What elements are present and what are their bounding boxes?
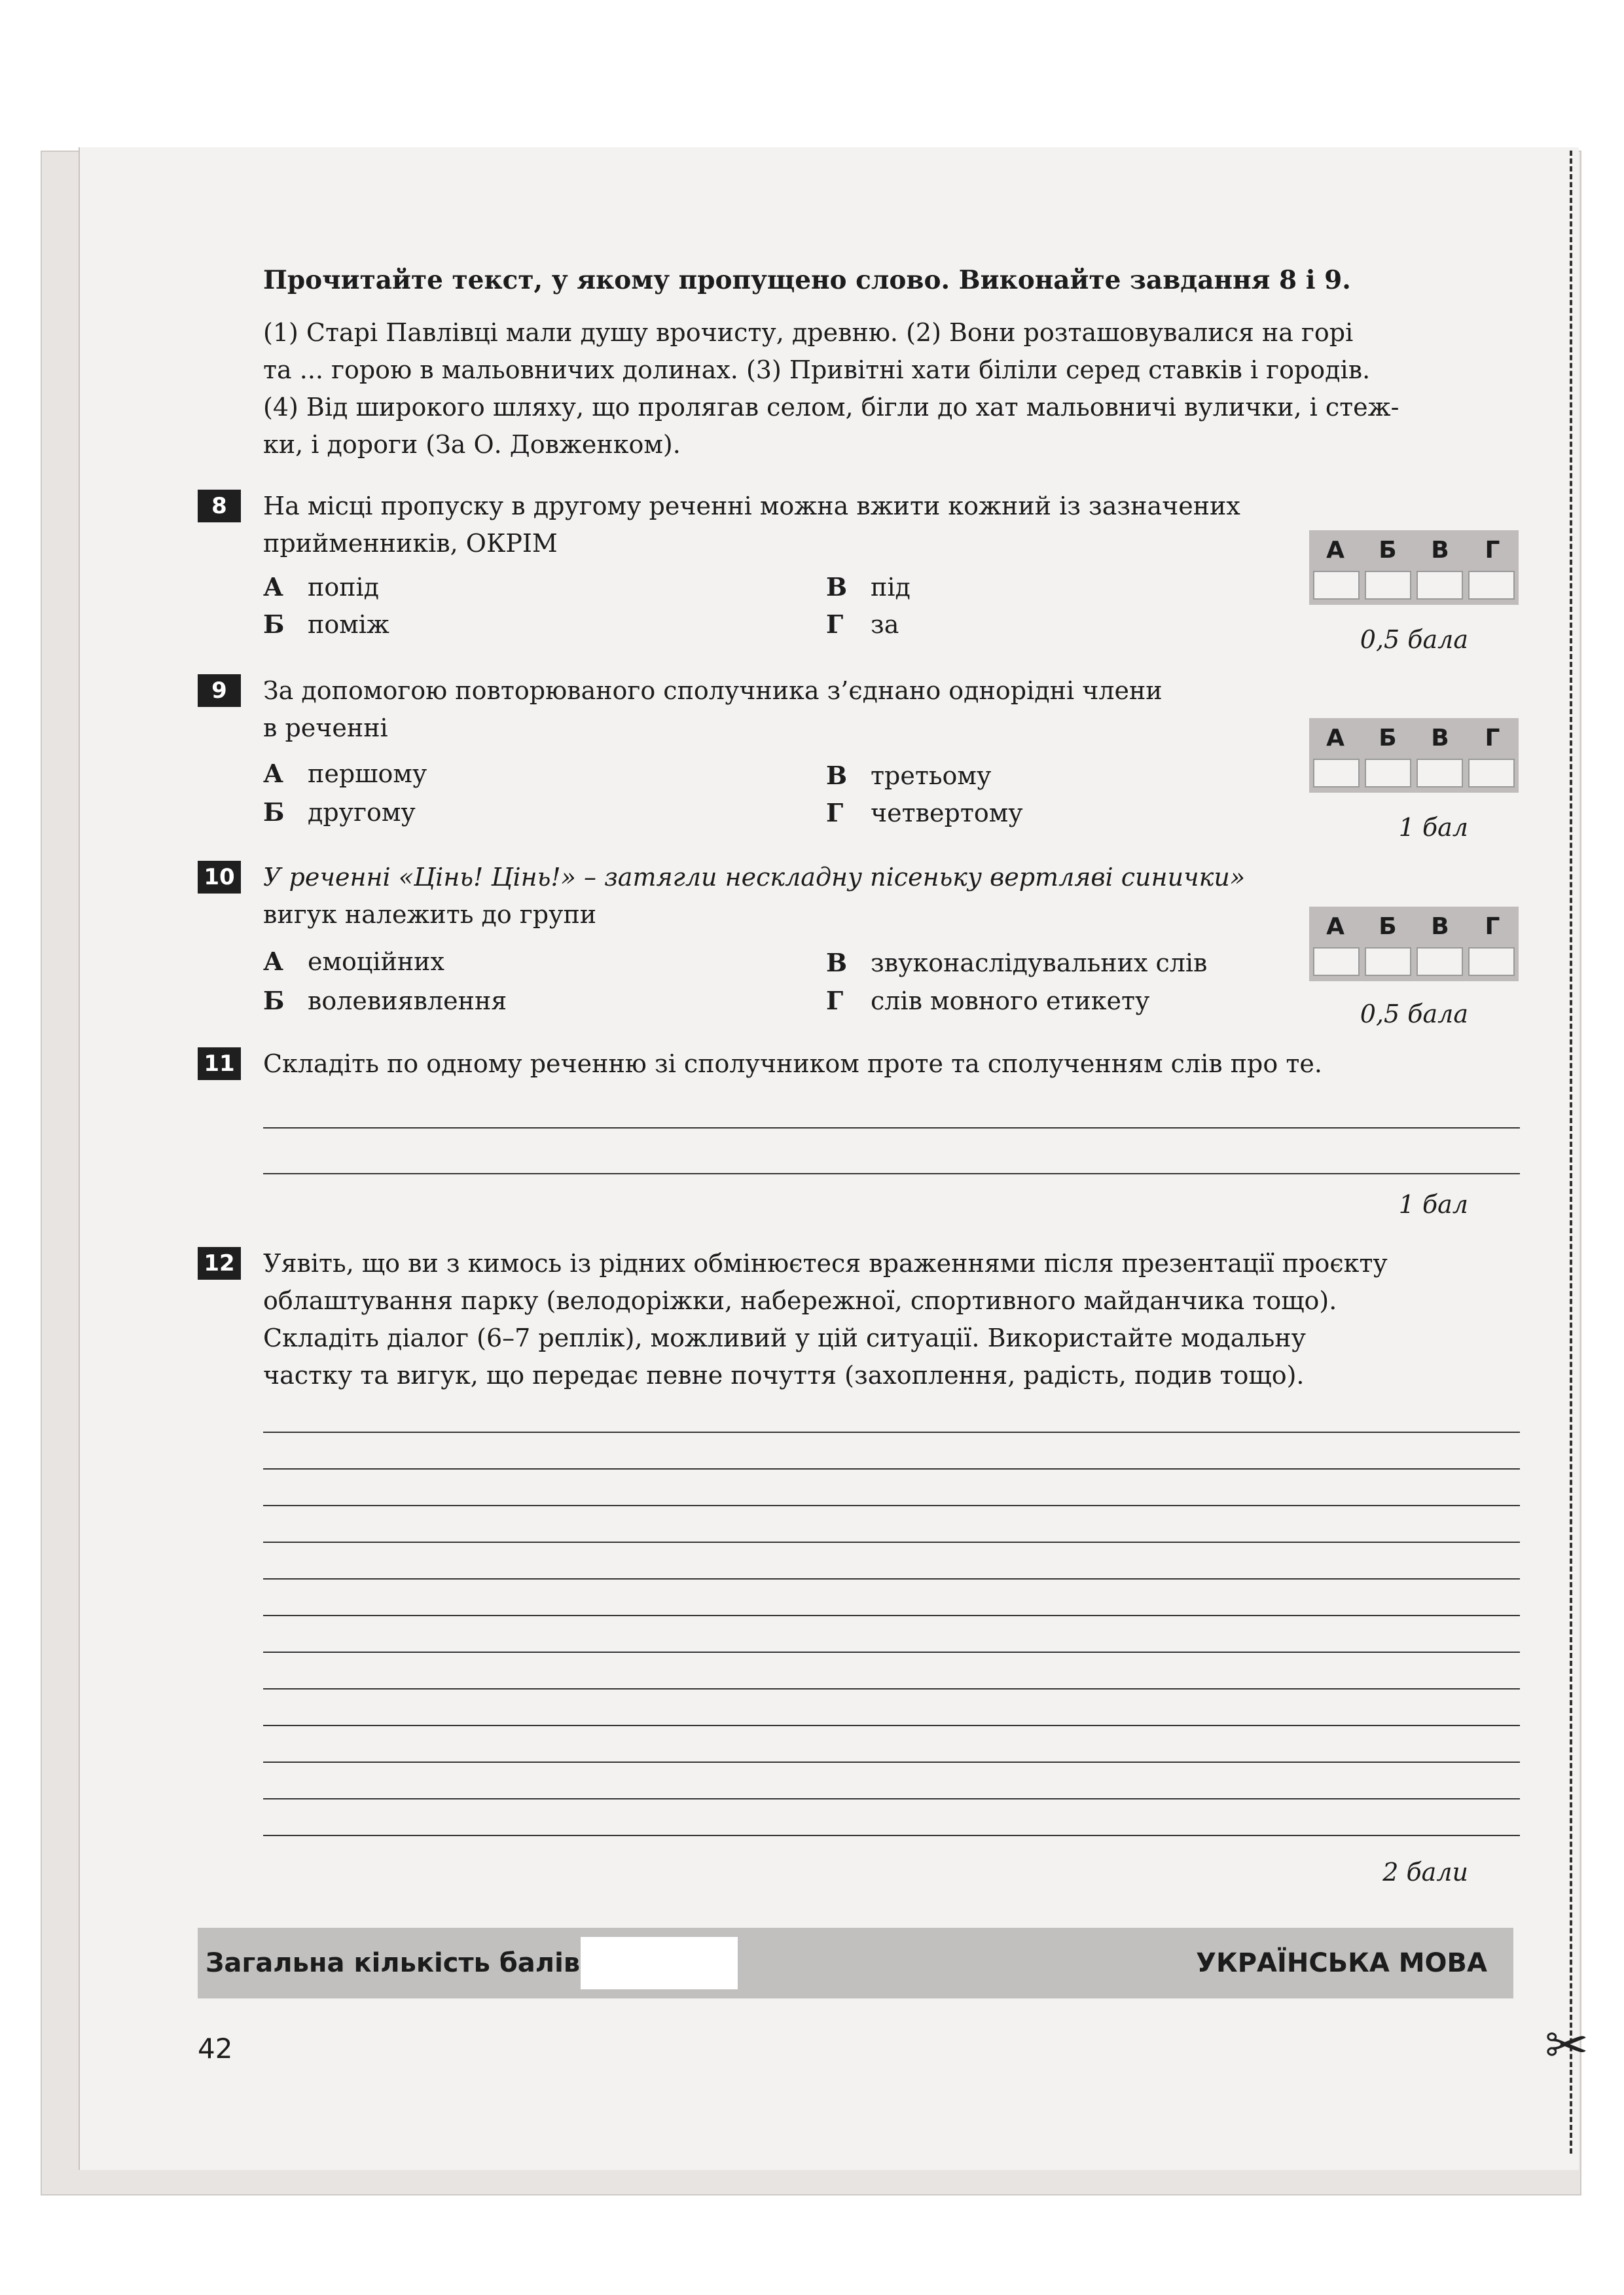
answer-letter: В xyxy=(1431,725,1449,751)
option-text: другому xyxy=(308,798,416,827)
option xyxy=(263,982,507,1020)
passage-line: (1) Старі Павлівці мали душу врочисту, древню. (2) Вони розташовувалися на горі xyxy=(263,318,1354,347)
option-letter: А xyxy=(263,759,283,788)
answer-letter: Г xyxy=(1485,537,1500,564)
option-text: поміж xyxy=(308,610,389,639)
option-letter: Г xyxy=(826,986,844,1015)
answer-line[interactable] xyxy=(263,1798,1520,1799)
question-line: Складіть діалог (6–7 реплік), можливий у цій ситуації. Використайте модальну xyxy=(263,1324,1306,1352)
option xyxy=(826,794,1023,832)
option xyxy=(263,568,379,606)
answer-letter: Б xyxy=(1379,537,1397,564)
subject-label: УКРАЇНСЬКА МОВА xyxy=(1196,1948,1487,1978)
option-letter: Г xyxy=(826,609,844,639)
question-line: облаштування парку (велодоріжки, набережної, спортивного майданчика тощо). xyxy=(263,1286,1337,1315)
question-number: 11 xyxy=(198,1047,241,1080)
answer-box[interactable] xyxy=(1468,759,1515,787)
question-line: вигук належить до групи xyxy=(263,900,597,929)
points-label: 1 бал xyxy=(1398,1190,1468,1219)
option xyxy=(826,605,899,643)
question-text xyxy=(263,1245,1520,1394)
answer-line[interactable] xyxy=(263,1725,1520,1726)
option-text: четвертому xyxy=(871,799,1023,827)
answer-line[interactable] xyxy=(263,1688,1520,1690)
option-letter: В xyxy=(826,761,848,790)
option-text: звуконаслідувальних слів xyxy=(871,949,1208,977)
answer-box[interactable] xyxy=(1365,571,1411,600)
option xyxy=(826,757,991,795)
option-letter: В xyxy=(826,572,848,602)
option-text: під xyxy=(871,573,911,602)
question-text xyxy=(263,488,1324,562)
answer-line[interactable] xyxy=(263,1652,1520,1653)
option xyxy=(826,982,1149,1020)
answer-line[interactable] xyxy=(263,1835,1520,1836)
option-text: третьому xyxy=(871,761,992,790)
option xyxy=(263,943,444,981)
answer-box[interactable] xyxy=(1313,759,1360,787)
answer-grid-header xyxy=(1309,907,1519,947)
cut-line xyxy=(1570,151,1572,2154)
option xyxy=(826,568,911,606)
question-line: У реченні «Цінь! Цінь!» – затягли нескладну пісеньку вертляві синички» xyxy=(263,863,1246,892)
answer-box[interactable] xyxy=(1468,571,1515,600)
option xyxy=(826,944,1207,982)
answer-line[interactable] xyxy=(263,1127,1520,1129)
answer-letter: А xyxy=(1326,537,1344,564)
total-score-box[interactable] xyxy=(581,1937,738,1989)
passage-line: (4) Від широкого шляху, що пролягав селом, бігли до хат мальовничі вулички, і стеж- xyxy=(263,393,1399,422)
question-line: частку та вигук, що передає певне почуття (захоплення, радість, подив тощо). xyxy=(263,1361,1305,1390)
question-number: 10 xyxy=(198,861,241,894)
answer-line[interactable] xyxy=(263,1432,1520,1433)
answer-letter: А xyxy=(1326,725,1344,751)
option-letter: Б xyxy=(263,797,285,827)
answer-line[interactable] xyxy=(263,1615,1520,1616)
question-number: 9 xyxy=(198,674,241,707)
option xyxy=(263,755,427,793)
answer-grid xyxy=(1309,530,1519,605)
answer-boxes xyxy=(1309,759,1519,793)
points-label: 1 бал xyxy=(1398,813,1468,842)
answer-grid xyxy=(1309,718,1519,793)
answer-line[interactable] xyxy=(263,1173,1520,1174)
answer-letter: Г xyxy=(1485,725,1500,751)
question-number: 12 xyxy=(198,1247,241,1280)
passage-line: ки, і дороги (За О. Довженком). xyxy=(263,430,681,459)
option-text: волевиявлення xyxy=(308,986,507,1015)
option-text: попід xyxy=(308,573,380,602)
total-score-label: Загальна кількість балів xyxy=(206,1948,581,1978)
option-letter: А xyxy=(263,572,283,602)
answer-box[interactable] xyxy=(1313,571,1360,600)
scissors-icon: ✂ xyxy=(1545,2015,1589,2076)
answer-line[interactable] xyxy=(263,1468,1520,1470)
answer-box[interactable] xyxy=(1416,947,1463,976)
answer-box[interactable] xyxy=(1365,947,1411,976)
answer-box[interactable] xyxy=(1365,759,1411,787)
passage xyxy=(263,314,1520,463)
option-letter: А xyxy=(263,947,283,976)
points-label: 2 бали xyxy=(1382,1858,1468,1887)
answer-line[interactable] xyxy=(263,1762,1520,1763)
option-letter: В xyxy=(826,948,848,977)
answer-letter: Б xyxy=(1379,725,1397,751)
answer-letter: В xyxy=(1431,913,1449,940)
question-text xyxy=(263,672,1324,747)
answer-boxes xyxy=(1309,571,1519,605)
option-text: емоційних xyxy=(308,947,444,976)
question-line: в реченні xyxy=(263,714,388,742)
question-line: На місці пропуску в другому реченні можна вжити кожний із зазначених xyxy=(263,492,1240,520)
question-number: 8 xyxy=(198,490,241,522)
answer-boxes xyxy=(1309,947,1519,981)
option xyxy=(263,605,389,643)
passage-line: та ... горою в мальовничих долинах. (3) Привітні хати біліли серед ставків і городів. xyxy=(263,355,1371,384)
points-label: 0,5 бала xyxy=(1360,1000,1468,1028)
answer-grid xyxy=(1309,907,1519,981)
answer-line[interactable] xyxy=(263,1542,1520,1543)
question-line: За допомогою повторюваного сполучника з’єднано однорідні члени xyxy=(263,676,1163,705)
question-text: Складіть по одному реченню зі сполучником проте та сполученням слів про те. xyxy=(263,1049,1322,1078)
answer-box[interactable] xyxy=(1468,947,1515,976)
page-number: 42 xyxy=(198,2033,233,2065)
option-letter: Б xyxy=(263,609,285,639)
answer-letter: В xyxy=(1431,537,1449,564)
question-text xyxy=(263,859,1324,933)
answer-line[interactable] xyxy=(263,1505,1520,1506)
answer-box[interactable] xyxy=(1416,571,1463,600)
points-label: 0,5 бала xyxy=(1360,625,1468,654)
answer-letter: А xyxy=(1326,913,1344,940)
intro-title: Прочитайте текст, у якому пропущено слово. Виконайте завдання 8 і 9. xyxy=(263,265,1351,295)
answer-grid-header xyxy=(1309,718,1519,759)
option xyxy=(263,793,416,831)
question-line: Уявіть, що ви з кимось із рідних обмінюєтеся враженнями після презентації проєкту xyxy=(263,1249,1388,1278)
answer-letter: Г xyxy=(1485,913,1500,940)
answer-letter: Б xyxy=(1379,913,1397,940)
option-text: першому xyxy=(308,759,427,788)
question-line: прийменників, ОКРІМ xyxy=(263,529,558,558)
option-text: за xyxy=(871,610,899,639)
answer-box[interactable] xyxy=(1416,759,1463,787)
option-letter: Г xyxy=(826,798,844,827)
footer-bar xyxy=(198,1928,1513,1998)
answer-line[interactable] xyxy=(263,1578,1520,1580)
answer-grid-header xyxy=(1309,530,1519,571)
option-letter: Б xyxy=(263,986,285,1015)
option-text: слів мовного етикету xyxy=(871,986,1150,1015)
answer-box[interactable] xyxy=(1313,947,1360,976)
